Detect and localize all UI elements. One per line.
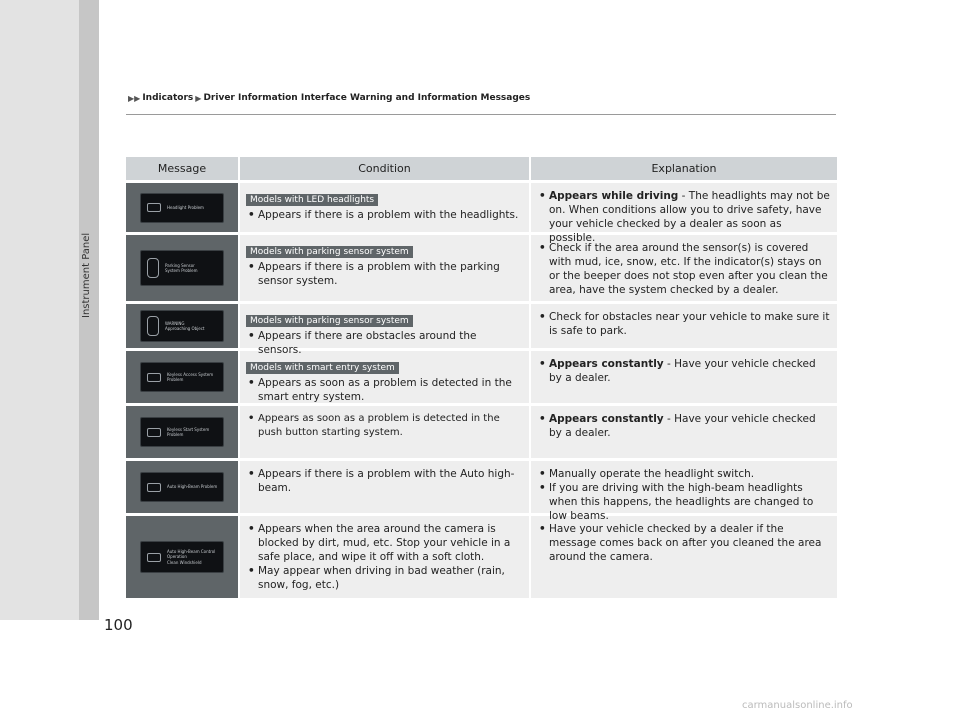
explanation-text: - Have your vehicle checked by a dealer.: [549, 413, 816, 439]
explanation-cell: [531, 351, 837, 403]
section-label: Instrument Panel: [81, 232, 92, 318]
explanation-bullet: [537, 522, 831, 564]
header-condition: Condition: [238, 157, 529, 180]
warning-indicator-icon: [147, 373, 161, 382]
header-explanation: Explanation: [529, 157, 837, 180]
screen-message-text: Headlight Problem: [167, 204, 204, 210]
condition-cell: [240, 183, 529, 232]
explanation-cell: [531, 406, 837, 458]
table-body: [126, 183, 837, 598]
header-message: Message: [126, 157, 238, 180]
warning-indicator-icon: [147, 428, 161, 437]
display-screen: [140, 472, 224, 502]
warning-indicator-icon: [147, 483, 161, 492]
explanation-cell: [531, 304, 837, 348]
warning-indicator-icon: [147, 203, 161, 212]
screen-message-text: Keyless Start System Problem: [167, 426, 210, 437]
breadcrumb: [128, 93, 530, 103]
watermark: carmanualsonline.info: [742, 700, 853, 711]
explanation-emphasis: Appears while driving: [549, 190, 679, 202]
table-row: [126, 351, 837, 403]
model-badge: Models with parking sensor system: [246, 246, 413, 258]
explanation-bullet: [537, 189, 831, 245]
table-row: [126, 183, 837, 244]
screen-message-text: Auto High-Beam Control Operation Clean Windshield: [167, 549, 216, 565]
message-cell: [126, 304, 238, 348]
arrow-icon: ▶: [195, 93, 202, 103]
condition-bullet: • Appears if there is a problem with the parking sensor system.: [246, 260, 523, 288]
explanation-text: Check if the area around the sensor(s) is covered with mud, ice, snow, etc. If the indicator(s) stays on or the beeper does not stop even after you clean the area, have the system checked by a dealer.: [549, 242, 828, 296]
message-cell: [126, 351, 238, 403]
message-cell: [126, 516, 238, 598]
message-cell: [126, 235, 238, 301]
condition-cell: [240, 235, 529, 301]
explanation-cell: [531, 516, 837, 598]
explanation-bullet: [537, 310, 831, 338]
page-number: 100: [104, 616, 133, 634]
explanation-emphasis: Appears constantly: [549, 358, 664, 370]
breadcrumb-parent: Indicators: [142, 93, 194, 103]
display-screen: [140, 310, 224, 342]
breadcrumb-current: Driver Information Interface Warning and Information Messages: [203, 93, 531, 103]
car-sensor-icon: [147, 258, 159, 278]
explanation-text: Have your vehicle checked by a dealer if the message comes back on after you cleaned the area around the camera.: [549, 523, 822, 563]
condition-cell: [240, 461, 529, 513]
explanation-bullet: [537, 467, 831, 481]
condition-bullet: • Appears if there is a problem with the Auto high-beam.: [246, 467, 523, 495]
screen-message-text: Auto High-Beam Problem: [167, 484, 218, 490]
display-screen: [140, 417, 224, 447]
condition-cell: [240, 406, 529, 458]
message-cell: [126, 461, 238, 513]
explanation-bullet: [537, 412, 831, 440]
message-cell: [126, 183, 238, 232]
explanation-bullet: [537, 357, 831, 385]
screen-message-text: WARNING Approaching Object: [165, 320, 205, 331]
condition-bullet: • Appears as soon as a problem is detected in the push button starting system.: [246, 412, 523, 440]
car-sensor-icon: [147, 316, 159, 336]
screen-message-text: Parking Sensor System Problem: [165, 262, 198, 273]
condition-bullet: • May appear when driving in bad weather (rain, snow, fog, etc.): [246, 564, 523, 592]
condition-bullet: • Appears when the area around the camera is blocked by dirt, mud, etc. Stop your vehicle in a safe place, and wipe it off with a soft cloth.: [246, 522, 523, 564]
header-divider: [126, 114, 836, 115]
display-screen: [140, 193, 224, 223]
explanation-text: Check for obstacles near your vehicle to make sure it is safe to park.: [549, 311, 830, 337]
warning-indicator-icon: [147, 553, 161, 562]
explanation-text: If you are driving with the high-beam headlights when this happens, the headlights are changed to low beams.: [549, 482, 814, 522]
condition-cell: [240, 516, 529, 598]
condition-bullet: • Appears if there are obstacles around the sensors.: [246, 329, 523, 357]
message-cell: [126, 406, 238, 458]
explanation-bullet: [537, 241, 831, 297]
screen-message-text: Keyless Access System Problem: [167, 371, 214, 382]
explanation-text: - The headlights may not be on. When conditions allow you to drive safety, have your vehicle checked by a dealer as soon as possible.: [549, 190, 830, 244]
explanation-text: - Have your vehicle checked by a dealer.: [549, 358, 816, 384]
condition-bullet: • Appears as soon as a problem is detected in the smart entry system.: [246, 376, 523, 404]
model-badge: Models with parking sensor system: [246, 315, 413, 327]
table-row: [126, 461, 837, 522]
table-row: [126, 235, 837, 301]
explanation-bullet: [537, 481, 831, 523]
model-badge: Models with smart entry system: [246, 362, 399, 374]
display-screen: [140, 250, 224, 286]
table-row: [126, 406, 837, 458]
model-badge: Models with LED headlights: [246, 194, 378, 206]
explanation-text: Manually operate the headlight switch.: [549, 468, 755, 480]
display-screen: [140, 362, 224, 392]
condition-cell: [240, 304, 529, 356]
display-screen: [140, 541, 224, 573]
explanation-cell: [531, 183, 837, 244]
condition-cell: [240, 351, 529, 403]
double-arrow-icon: ▶▶: [128, 93, 141, 103]
explanation-emphasis: Appears constantly: [549, 413, 664, 425]
table-row: [126, 516, 837, 598]
table-header: [126, 157, 837, 180]
messages-table: [126, 157, 837, 598]
explanation-cell: [531, 235, 837, 301]
table-row: [126, 304, 837, 356]
condition-bullet: • Appears if there is a problem with the headlights.: [246, 208, 523, 222]
explanation-cell: [531, 461, 837, 522]
